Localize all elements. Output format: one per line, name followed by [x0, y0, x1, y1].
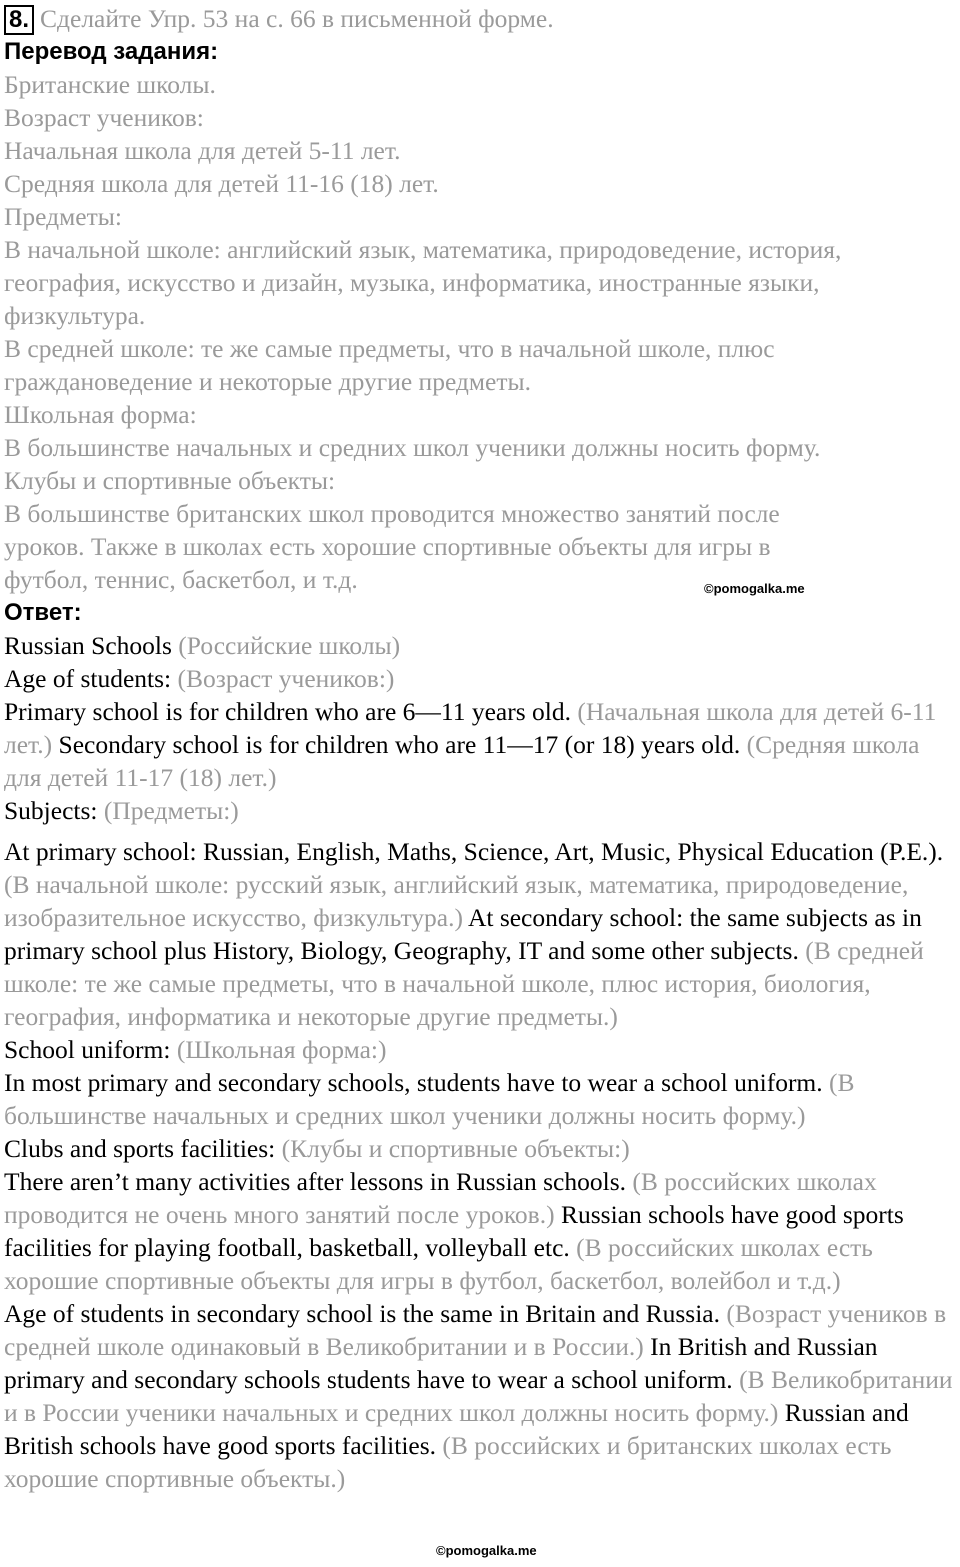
clubs-paragraph	[4, 1165, 956, 1297]
task-line	[4, 2, 956, 35]
conclusion-text-en: Russian and British schools have good sports facilities.	[4, 1398, 909, 1460]
age-text-en: Secondary school is for children who are 11—17 (or 18) years old.	[58, 730, 741, 759]
translation-line: уроков. Также в школах есть хорошие спортивные объекты для игры в	[4, 532, 771, 561]
conclusion-paragraph	[4, 1297, 956, 1495]
uniform-text-en: In most primary and secondary schools, students have to wear a school uniform.	[4, 1068, 823, 1097]
subjects-heading-en: Subjects:	[4, 796, 98, 825]
age-heading	[4, 662, 956, 695]
translation-line: В средней школе: те же самые предметы, что в начальной школе, плюс	[4, 334, 775, 363]
conclusion-text-en: Age of students in secondary school is the same in Britain and Russia.	[4, 1299, 721, 1328]
translation-line: В начальной школе: английский язык, математика, природоведение, история,	[4, 235, 842, 264]
task-instruction: Сделайте Упр. 53 на с. 66 в письменной форме.	[40, 4, 554, 33]
watermark: ©pomogalka.me	[436, 1543, 537, 1558]
translation-text	[4, 68, 956, 596]
conclusion-text-ru: (В российских и британских школах есть хорошие спортивные объекты.)	[4, 1431, 892, 1493]
clubs-text-en: Russian schools have good sports facilities for playing football, basketball, volleyball etc.	[4, 1200, 904, 1262]
subjects-heading	[4, 794, 956, 827]
uniform-paragraph	[4, 1066, 956, 1132]
age-paragraph	[4, 695, 956, 794]
clubs-text-en: There aren’t many activities after lessons in Russian schools.	[4, 1167, 626, 1196]
translation-line: физкультура.	[4, 301, 146, 330]
task-number: 8.	[4, 5, 34, 35]
clubs-text-ru: (В российских школах есть хорошие спортивные объекты для игры в футбол, баскетбол, волейбол и т.д.)	[4, 1233, 873, 1295]
clubs-heading-ru: (Клубы и спортивные объекты:)	[281, 1134, 630, 1163]
answer-heading: Ответ:	[4, 599, 82, 626]
translation-line: Клубы и спортивные объекты:	[4, 466, 336, 495]
translation-line: В большинстве начальных и средних школ ученики должны носить форму.	[4, 433, 821, 462]
answer-title	[4, 629, 956, 662]
clubs-heading-en: Clubs and sports facilities:	[4, 1134, 276, 1163]
clubs-heading	[4, 1132, 956, 1165]
age-heading-en: Age of students:	[4, 664, 172, 693]
translation-line: Школьная форма:	[4, 400, 197, 429]
subjects-heading-ru: (Предметы:)	[103, 796, 239, 825]
age-heading-ru: (Возраст учеников:)	[177, 664, 395, 693]
uniform-heading	[4, 1033, 956, 1066]
age-text-ru: (Начальная школа для детей 6-11 лет.)	[4, 697, 937, 759]
translation-line: Предметы:	[4, 202, 122, 231]
conclusion-text-ru: (Возраст учеников в средней школе одинаковый в Великобритании и в России.)	[4, 1299, 947, 1361]
subjects-text-ru: (В средней школе: те же самые предметы, что в начальной школе, плюс история, биология, география, информатика и некоторые другие предметы.)	[4, 936, 924, 1031]
uniform-heading-en: School uniform:	[4, 1035, 171, 1064]
translation-line: граждановедение и некоторые другие предметы.	[4, 367, 532, 396]
watermark: ©pomogalka.me	[704, 581, 805, 596]
subjects-paragraph	[4, 835, 956, 1033]
translation-line: география, искусство и дизайн, музыка, информатика, иностранные языки,	[4, 268, 820, 297]
answer-text	[4, 629, 956, 1495]
subjects-text-en: At secondary school: the same subjects as in primary school plus History, Biology, Geography, IT and some other subjects.	[4, 903, 922, 965]
clubs-text-ru: (В российских школах проводится не очень много занятий после уроков.)	[4, 1167, 877, 1229]
conclusion-text-en: In British and Russian primary and secondary schools students have to wear a school uniform.	[4, 1332, 878, 1394]
conclusion-text-ru: (В Великобритании и в России ученики начальных и средних школ должны носить форму.)	[4, 1365, 953, 1427]
age-text-en: Primary school is for children who are 6—11 years old.	[4, 697, 572, 726]
translation-line: Британские школы.	[4, 70, 216, 99]
uniform-text-ru: (В большинстве начальных и средних школ ученики должны носить форму.)	[4, 1068, 855, 1130]
translation-line: В большинстве британских школ проводится множество занятий после	[4, 499, 780, 528]
answer-title-ru: (Российские школы)	[178, 631, 401, 660]
document-page	[4, 2, 956, 1495]
subjects-text-ru: (В начальной школе: русский язык, английский язык, математика, природоведение, изобразительное искусство, физкультура.)	[4, 870, 909, 932]
translation-line: Возраст учеников:	[4, 103, 204, 132]
subjects-text-en: At primary school: Russian, English, Maths, Science, Art, Music, Physical Education (P.E.).	[4, 837, 944, 866]
uniform-heading-ru: (Школьная форма:)	[176, 1035, 387, 1064]
age-text-ru: (Средняя школа для детей 11-17 (18) лет.)	[4, 730, 920, 792]
translation-line: Средняя школа для детей 11-16 (18) лет.	[4, 169, 439, 198]
translation-heading: Перевод задания:	[4, 38, 219, 65]
answer-title-en: Russian Schools	[4, 631, 172, 660]
translation-line: футбол, теннис, баскетбол, и т.д.	[4, 565, 358, 594]
translation-line: Начальная школа для детей 5-11 лет.	[4, 136, 401, 165]
